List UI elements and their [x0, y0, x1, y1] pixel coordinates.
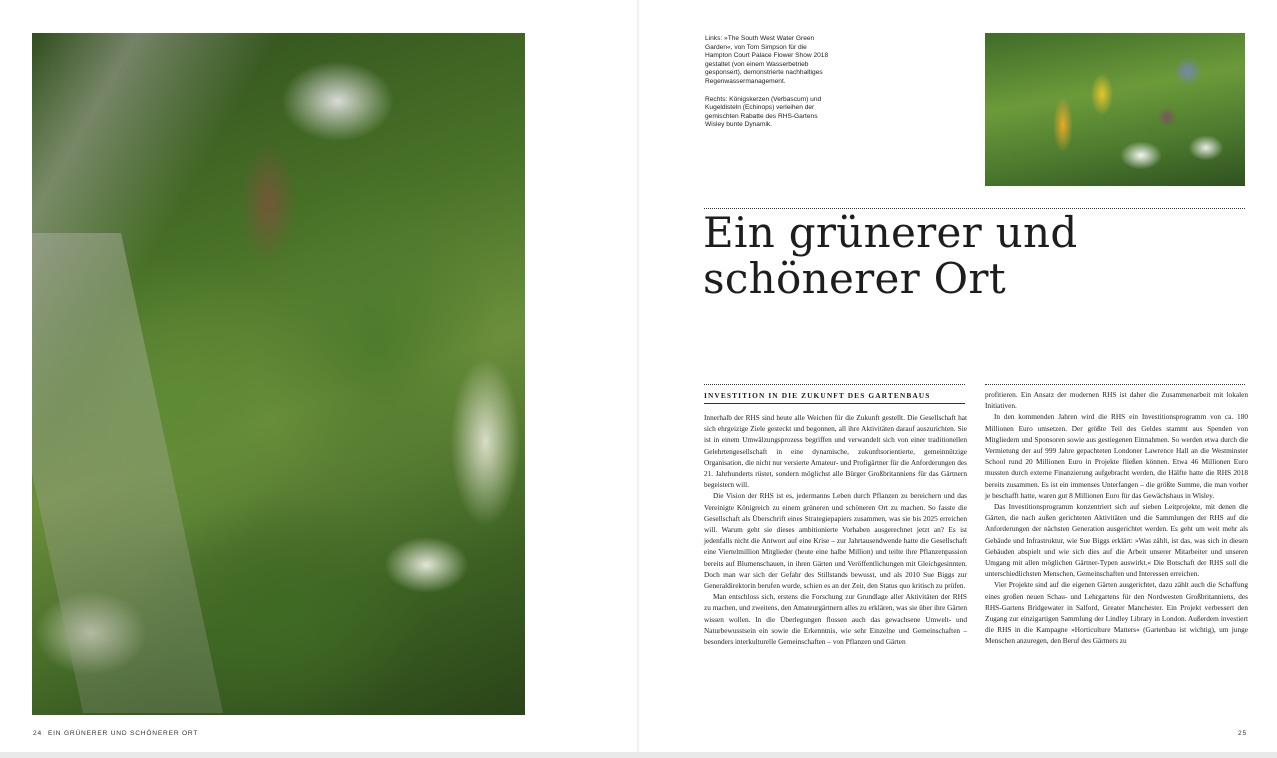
paved-path: [32, 233, 223, 713]
page-title: [703, 210, 1223, 302]
paragraph: Innerhalb der RHS sind heute alle Weichen für die Zukunft gestellt. Die Gesellschaft hat sich ehrgeizige Ziele gesteckt und begonnen, all ihre Aktivitäten darauf auszurichten. Sie ist in einem Umwälzungsprozess begriffen und verwandelt sich von einer traditionellen Gelehrtengesellschaft in eine dynamische, zukunftsorientierte, gemeinnützige Organisation, die nicht nur versierte Amateur- und Profigärtner für die Anforderungen des 21. Jahrhunderts rüstet, sondern möglichst alle Bürger Großbritanniens für das Gärtnern begeistern will.: [704, 413, 967, 490]
body-column-right: [985, 389, 1248, 647]
footer-right: [1238, 730, 1247, 737]
title-line-1: Ein grünerer und: [703, 208, 1078, 257]
page-bottom-edge: [0, 752, 1277, 758]
footer-left: [33, 730, 198, 737]
photo-caption: [705, 35, 830, 139]
caption-right: Rechts: Königskerzen (Verbascum) und Kugeldisteln (Echinops) verleihen der gemischten Rabatte des RHS-Gartens Wisley bunte Dynamik.: [705, 95, 822, 129]
paragraph: Vier Projekte sind auf die eigenen Gärten ausgerichtet, dazu zählt auch die Schaffung eines großen neuen Schau- und Lehrgartens für den Nordwesten Großbritanniens, des RHS-Gartens Bridgewater in Salford, Greater Manchester. Ein Projekt verbessert den Zugang zur einzigartigen Sammlung der Lindley Library in London. Außerdem investiert die RHS in die Kampagne »Horticulture Matters« (Gartenbau ist wichtig), um junge Menschen anzuregen, den Beruf des Gärtners zu: [985, 580, 1248, 646]
page-number-left: 24: [33, 730, 42, 737]
paragraph: In den kommenden Jahren wird die RHS ein Investitionsprogramm von ca. 180 Millionen Euro umsetzen. Der größte Teil des Geldes stammt aus Spenden von Mitgliedern und Sponsoren sowie aus gestiegenen Einnahmen. So werden etwa durch die Vermietung der auf 999 Jahre gepachteten Londoner Lawrence Hall an die Westminster School rund 20 Millionen Euro in Projekte fließen können. Etwa 46 Millionen Euro mussten durch externe Finanzierung aufgebracht werden, die Hälfte hatte die RHS 2018 bereits zusammen. Es ist ein immenses Unterfangen – die größte Summe, die man vorher je beschafft hatte, waren gut 8 Millionen Euro für das Gewächshaus in Wisley.: [985, 412, 1248, 500]
paragraph: Das Investitionsprogramm konzentriert sich auf sieben Leitprojekte, mit denen die Gärten, die nach außen gerichteten Aktivitäten und die Sammlungen der RHS auf die Anforderungen der nächsten Generation ausgerichtet werden. Es geht um weit mehr als Gebäude und Infrastruktur, wie Sue Biggs erklärt: »Was zählt, ist das, was sich in diesen Gebäuden abspielt und wie sich dies auf die Arbeit unserer Mitarbeiter und unseren Umgang mit allen möglichen Gärtner-Typen auswirkt.« Die Botschaft der RHS soll die unterschiedlichsten Menschen, Gemeinschaften und Interessen erreichen.: [985, 502, 1248, 579]
section-rule-top-left: [704, 384, 965, 385]
body-column-left: [704, 412, 967, 647]
paragraph: Die Vision der RHS ist es, jedermanns Leben durch Pflanzen zu bereichern und das Vereinigte Königreich zu einem grüneren und schöneren Ort zu machen. So fasste die Gesellschaft als Überschrift eines Strategiepapiers zusammen, was sie bis 2025 erreichen will. Warum geht sie dieses ambitionierte Vorhaben ausgerechnet jetzt an? Es ist jedenfalls nicht die Antwort auf eine Krise – zur Jahrtausendwende hatte die Gesellschaft eine Viertelmillion Mitglieder (heute eine halbe Million) und teilte ihre Pflanzenpassion bereits auf Blumenschauen, in ihren Gärten und Veröffentlichungen mit Gleichgesinnten. Doch man war sich der Gefahr des Stillstands bewusst, und als 2010 Sue Biggs zur Generaldirektorin berufen wurde, schien es an der Zeit, den Status quo kritisch zu prüfen.: [704, 491, 967, 591]
section-rule-top-right: [985, 384, 1245, 385]
caption-left: Links: »The South West Water Green Garden«, von Tom Simpson für die Hampton Court Palace Flower Show 2018 gestaltet (von einem Wasserbetrieb gesponsert), demonstrierte nachhaltiges Regenwassermanagement.: [705, 35, 829, 85]
garden-photo-right: [985, 33, 1245, 186]
section-heading-underline: [704, 403, 965, 404]
page-gutter: [637, 0, 640, 758]
running-title: EIN GRÜNERER UND SCHÖNERER ORT: [47, 730, 199, 737]
page-number-right: 25: [1238, 730, 1247, 737]
title-line-2: schönerer Ort: [703, 254, 1006, 303]
section-heading: INVESTITION IN DIE ZUKUNFT DES GARTENBAUS: [704, 391, 931, 400]
paragraph: Man entschloss sich, erstens die Forschung zur Grundlage aller Aktivitäten der RHS zu machen, und zweitens, den Amateurgärtnern alles zu erklären, was sie über ihre Gärten wissen wollen. In die Überlegungen flossen auch das gewachsene Umwelt- und Naturbewusstsein ein sowie die Erkenntnis, wie sehr Einzelne und Gemeinschaften – besonders interkulturelle Gemeinschaften – von Pflanzen und Gärten: [704, 592, 967, 647]
paragraph: profitieren. Ein Ansatz der modernen RHS ist daher die Zusammenarbeit mit lokalen Initiativen.: [985, 390, 1248, 411]
garden-photo-left: [32, 33, 525, 715]
